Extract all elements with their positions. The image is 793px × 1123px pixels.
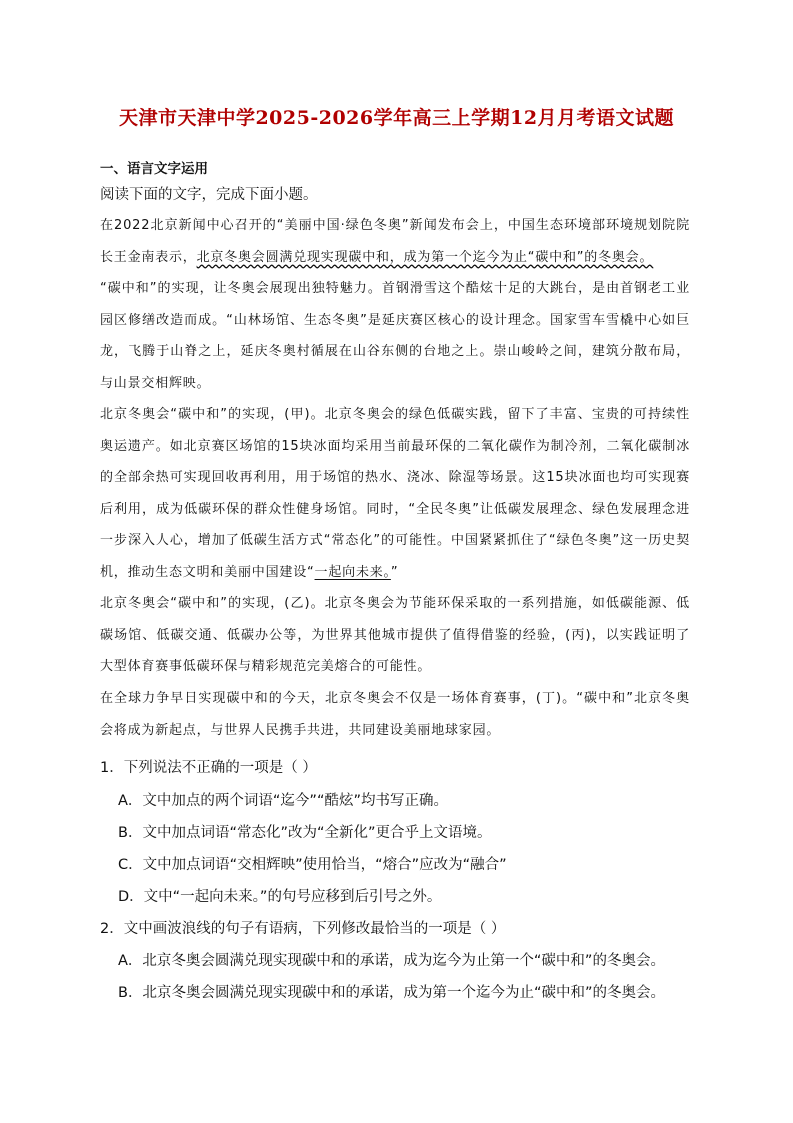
- question-1-option-a: A．文中加点的两个词语“迄今”“酷炫”均书写正确。: [118, 793, 448, 809]
- page-title: 天津市天津中学2025-2026学年高三上学期12月月考语文试题: [118, 107, 675, 129]
- question-1-option-b: B．文中加点词语“常态化”改为“全新化”更合乎上文语境。: [118, 825, 492, 841]
- question-2-option-b: B．北京冬奥会圆满兑现实现碳中和的承诺，成为第一个迄今为止“碳中和”的冬奥会。: [118, 985, 665, 1001]
- underlined-phrase: 一起向未来。: [314, 564, 391, 580]
- passage-paragraph-5: 在全球力争早日实现碳中和的今天，北京冬奥会不仅是一场体育赛事，(丁)。“碳中和”北京冬奥会将成为新起点，与世界人民携手共进，共同建设美丽地球家园。: [100, 691, 690, 738]
- question-1-stem: 1．下列说法不正确的一项是（ ）: [100, 760, 317, 776]
- passage-paragraph-4: 北京冬奥会“碳中和”的实现，(乙)。北京冬奥会为节能环保采取的一系列措施，如低碳能源、低碳场馆、低碳交通、低碳办公等，为世界其他城市提供了值得借鉴的经验，(丙)，以实践证明了大型体育赛事低碳环保与精彩规范完美熔合的可能性。: [100, 596, 690, 675]
- passage-paragraph-1: [100, 210, 690, 273]
- wavy-underlined-sentence: 北京冬奥会圆满兑现实现碳中和，成为第一个迄今为止“碳中和”的冬奥会。: [196, 249, 654, 265]
- passage-paragraph-3: [100, 399, 690, 589]
- paragraph-text: 北京冬奥会“碳中和”的实现，(甲)。北京冬奥会的绿色低碳实践，留下了丰富、宝贵的可持续性奥运遗产。如北京赛区场馆的15块冰面均采用当前最环保的二氧化碳作为制冷剂，二氧化碳制冰的全部余热可实现回收再利用，用于场馆的热水、浇冰、除湿等场景。这15块冰面也均可实现赛后利用，成为低碳环保的群众性健身场馆。同时，“全民冬奥”让低碳发展理念、绿色发展理念进一步深入人心，增加了低碳生活方式“常态化”的可能性。中国紧紧抓住了“绿色冬奥”这一历史契机，推动生态文明和美丽中国建设“: [100, 407, 690, 580]
- passage-paragraph-2: “碳中和”的实现，让冬奥会展现出独特魅力。首钢滑雪这个酷炫十足的大跳台，是由首钢老工业园区修缮改造而成。“山林场馆、生态冬奥”是延庆赛区核心的设计理念。国家雪车雪橇中心如巨龙，飞腾于山脊之上，延庆冬奥村循展在山谷东侧的台地之上。崇山峻岭之间，建筑分散布局，与山景交相辉映。: [100, 281, 690, 391]
- paragraph-text: 在2022北京新闻中心召开的“美丽中国·绿色冬奥”新闻发布会上，中国生态环境部环境规划院院长王金南表示，: [100, 218, 690, 265]
- reading-instruction: 阅读下面的文字，完成下面小题。: [100, 187, 318, 203]
- question-2-stem: 2．文中画波浪线的句子有语病，下列修改最恰当的一项是（ ）: [100, 921, 506, 937]
- question-1-option-d: D．文中“一起向未来。”的句号应移到后引号之外。: [118, 889, 442, 905]
- closing-quote: ”: [390, 564, 399, 580]
- section-heading: 一、语言文字运用: [100, 161, 208, 177]
- question-1-option-c: C．文中加点词语“交相辉映”使用恰当，“熔合”应改为“融合”: [118, 857, 507, 873]
- question-2-option-a: A．北京冬奥会圆满兑现实现碳中和的承诺，成为迄今为止第一个“碳中和”的冬奥会。: [118, 953, 665, 969]
